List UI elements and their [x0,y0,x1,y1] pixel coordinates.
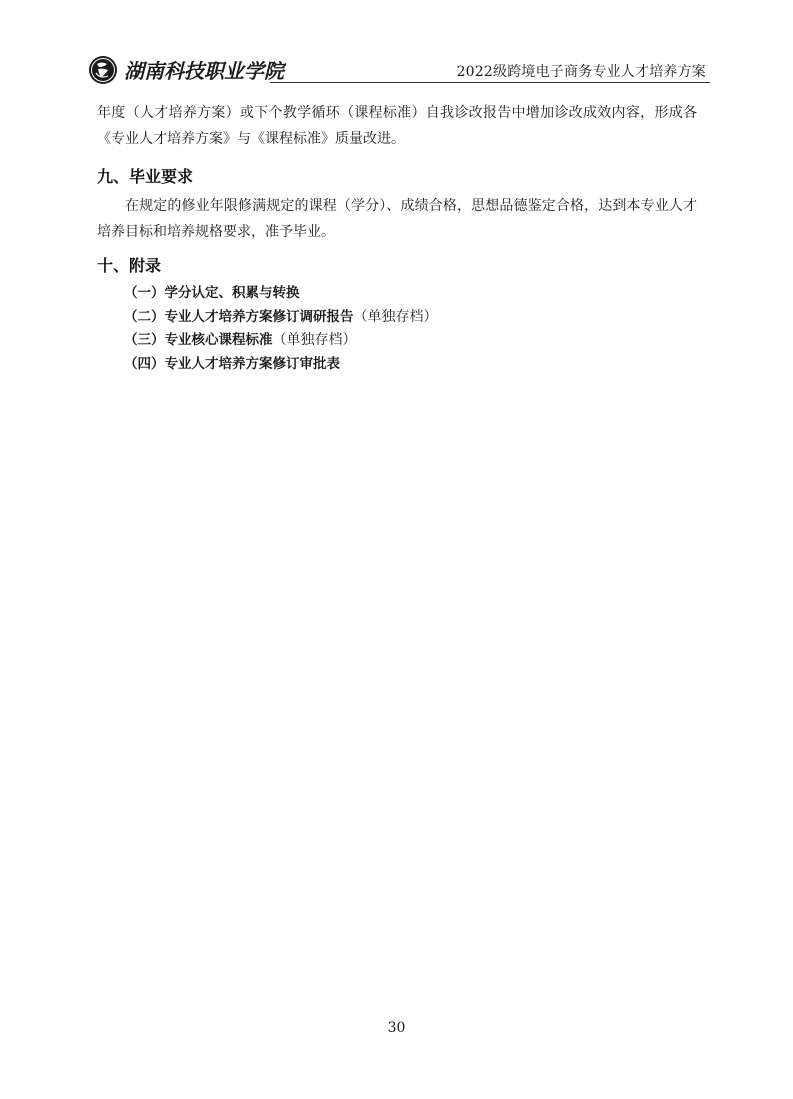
appendix-item [124,353,697,377]
section-appendix-heading: 十、附录 [97,256,162,275]
continuation-paragraph: 年度（人才培养方案）或下个教学循环（课程标准）自我诊改报告中增加诊改成效内容，形成各《专业人才培养方案》与《课程标准》质量改进。 [97,105,697,147]
appendix-item [124,306,697,330]
page-number: 30 [387,1020,406,1036]
appendix-list [97,282,697,376]
appendix-item-label: （一）学分认定、积累与转换 [124,285,300,301]
graduation-requirements-paragraph: 在规定的修业年限修满规定的课程（学分）、成绩合格，思想品德鉴定合格，达到本专业人才培养目标和培养规格要求，准予毕业。 [97,198,697,240]
appendix-item [124,282,697,306]
page-content [97,100,697,376]
header-rule [270,82,710,83]
appendix-item-label: （二）专业人才培养方案修订调研报告 [124,308,354,325]
logo-text: 湖南科技职业学院 [124,61,284,83]
appendix-item-note: （单独存档） [272,332,357,348]
appendix-item [124,329,697,353]
section-graduation-requirements-heading: 九、毕业要求 [97,167,194,186]
college-logo [88,52,286,88]
appendix-item-note: （单独存档） [353,308,438,325]
appendix-item-label: （四）专业人才培养方案修订审批表 [124,355,340,372]
page-header [88,52,710,88]
college-seal-icon [88,55,118,85]
appendix-item-label: （三）专业核心课程标准 [124,332,273,348]
college-calligraphy-logo [124,55,286,85]
document-title: 2022级跨境电子商务专业人才培养方案 [456,64,706,80]
